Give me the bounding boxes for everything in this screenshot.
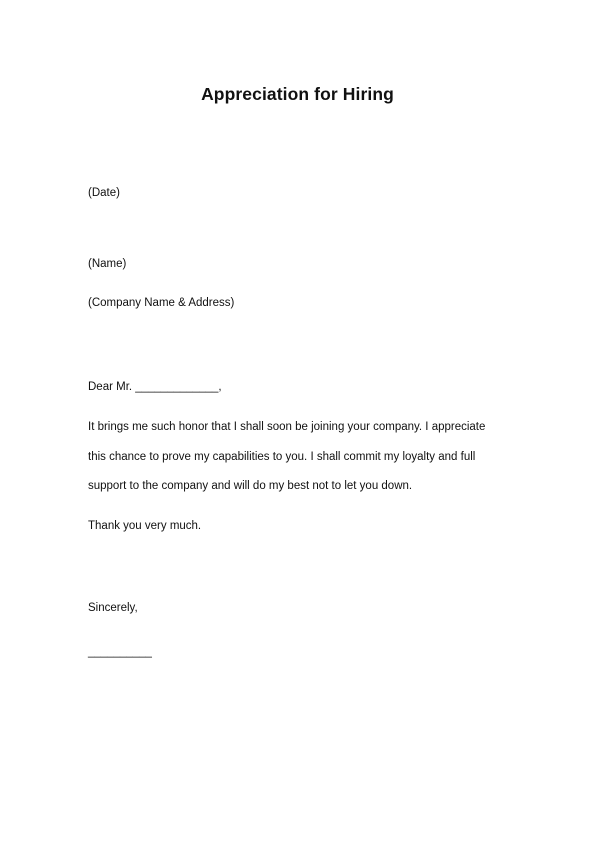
date-placeholder: (Date) (88, 187, 120, 199)
thanks-line: Thank you very much. (88, 520, 202, 532)
recipient-name-placeholder: (Name) (88, 258, 127, 270)
company-address-placeholder: (Company Name & Address) (88, 297, 235, 309)
signature-line: __________ (88, 646, 152, 658)
letter-title: Appreciation for Hiring (201, 84, 394, 104)
body-line: support to the company and will do my best not to let you down. (88, 480, 413, 492)
body-line: this chance to prove my capabilities to you. I shall commit my loyalty and full (88, 451, 476, 463)
body-line: It brings me such honor that I shall soon be joining your company. I appreciate (88, 421, 486, 433)
salutation: Dear Mr. _____________, (88, 381, 222, 393)
closing: Sincerely, (88, 602, 138, 614)
